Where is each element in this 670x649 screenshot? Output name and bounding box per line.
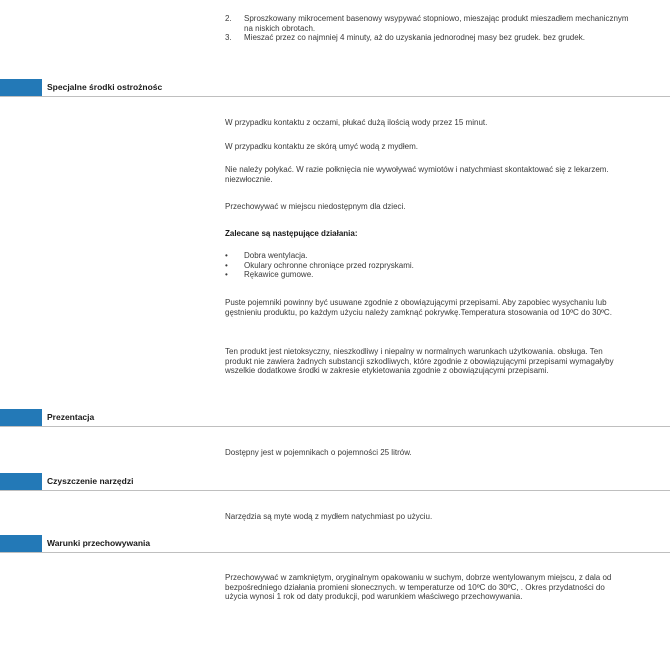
list-item	[225, 14, 635, 33]
step-number: 3.	[225, 33, 232, 43]
step-text: Mieszać przez co najmniej 4 minuty, aż do uzyskania jednorodnej masy bez grudek. bez grudek.	[244, 33, 585, 43]
section-accent-bar	[0, 79, 42, 96]
list-item	[225, 33, 635, 43]
presentation-text: Dostępny jest w pojemnikach o pojemności 25 litrów.	[225, 448, 412, 457]
section-accent-bar	[0, 409, 42, 426]
list-item: • Rękawice gumowe.	[225, 270, 314, 280]
precaution-skin: W przypadku kontaktu ze skórą umyć wodą z mydłem.	[225, 142, 418, 151]
list-item: • Dobra wentylacja.	[225, 251, 308, 260]
precaution-swallow: Nie należy połykać. W razie połknięcia nie wywoływać wymiotów i natychmiast skontaktować się z lekarzem. niezwłocznie.	[225, 165, 609, 184]
section-accent-bar	[0, 535, 42, 552]
section-header-precautions	[0, 79, 670, 97]
disposal-paragraph: Puste pojemniki powinny być usuwane zgodnie z obowiązującymi przepisami. Aby zapobiec wysychaniu lub gęstnieniu produktu, po każdym użyciu należy zamknąć pokrywkę.Temperatura stosowania od 10ºC do 30ºC.	[225, 298, 612, 317]
section-header-presentation	[0, 409, 670, 427]
recommend-list	[225, 251, 625, 280]
precaution-children: Przechowywać w miejscu niedostępnym dla dzieci.	[225, 202, 406, 211]
section-title: Specjalne środki ostrożnośc	[47, 82, 163, 92]
section-title: Warunki przechowywania	[47, 538, 151, 548]
section-title: Czyszczenie narzędzi	[47, 476, 134, 486]
safety-paragraph: Ten produkt jest nietoksyczny, nieszkodliwy i niepalny w normalnych warunkach użytkowania. obsługa. Ten produkt nie zawiera żadnych substancji szkodliwych, które zgodnie z obowiązującymi przepisami wymagałyby wszelkie dodatkowe środki w zakresie etykietowania zgodnie z obowiązującymi przepisami.	[225, 347, 614, 376]
step-text: Sproszkowany mikrocement basenowy wsypywać stopniowo, mieszając produkt mieszadłem mechanicznym na niskich obrotach.	[244, 14, 629, 33]
section-header-storage	[0, 535, 670, 553]
storage-text: Przechowywać w zamkniętym, oryginalnym opakowaniu w suchym, dobrze wentylowanym miejscu, z dala od bezpośredniego działania promieni słonecznych. w temperaturze od 10ºC do 30ºC, . Okres przydatności do użycia wynosi 1 rok od daty produkcji, pod warunkiem właściwego przechowywania.	[225, 573, 612, 602]
section-title: Prezentacja	[47, 412, 95, 422]
list-item: • Okulary ochronne chroniące przed rozpryskami.	[225, 260, 414, 270]
bullet-text: Dobra wentylacja.	[244, 251, 308, 260]
mixing-steps-list	[225, 14, 635, 43]
bullet-text: Okulary ochronne chroniące przed rozpryskami.	[244, 260, 414, 270]
section-accent-bar	[0, 473, 42, 490]
bullet-text: Rękawice gumowe.	[244, 270, 314, 280]
cleaning-text: Narzędzia są myte wodą z mydłem natychmiast po użyciu.	[225, 512, 433, 521]
precaution-eyes: W przypadku kontaktu z oczami, płukać dużą ilością wody przez 15 minut.	[225, 118, 488, 127]
step-number: 2.	[225, 14, 232, 23]
recommend-heading: Zalecane są następujące działania:	[225, 229, 358, 238]
section-header-cleaning	[0, 473, 670, 491]
